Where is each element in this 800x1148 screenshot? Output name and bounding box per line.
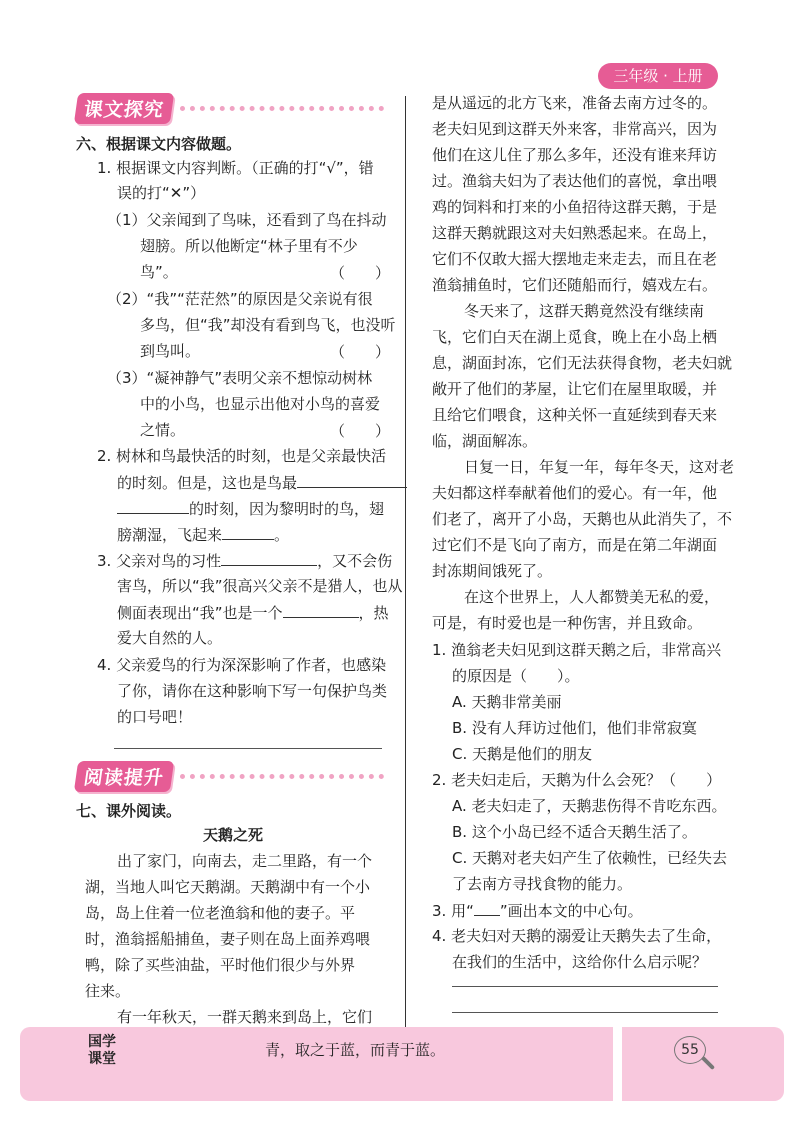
rq3-text: 3. 用“: [432, 902, 474, 920]
answer-paren[interactable]: （ ）: [330, 422, 391, 440]
story-line: 飞，它们白天在湖上觅食，晚上在小岛上栖: [432, 328, 718, 346]
story-line: 渔翁捕鱼时，它们还随船而行，嬉戏左右。: [432, 276, 718, 294]
rq1-option[interactable]: B. 没有人拜访过他们，他们非常寂寞: [452, 719, 697, 737]
dotted-rule: [180, 106, 384, 111]
rq3-line: [432, 900, 643, 921]
story-line: 敞开了他们的茅屋，让它们在屋里取暖，并: [432, 380, 718, 398]
story-line: 岛，岛上住着一位老渔翁和他的妻子。平: [85, 904, 356, 922]
rq2-option[interactable]: B. 这个小岛已经不适合天鹅生活了。: [452, 823, 697, 841]
q2-line: [117, 498, 384, 519]
footer-title-line: 国学: [88, 1034, 116, 1050]
story-line: 息，湖面封冻，它们无法获得食物，老夫妇就: [432, 354, 733, 372]
q2-text: 膀潮湿，飞起来: [117, 526, 223, 544]
story-line: 出了家门，向南去，走二里路，有一个: [117, 852, 373, 870]
q3-text: ，又不会伤: [317, 552, 393, 570]
q2-text: 的时刻，因为黎明时的鸟，翅: [189, 500, 385, 518]
story-line: 湖，当地人叫它天鹅湖。天鹅湖中有一个小: [85, 878, 371, 896]
story-line: 鸭，除了买些油盐，平时他们很少与外界: [85, 956, 356, 974]
story-line: 这群天鹅就跟这对夫妇熟悉起来。在岛上，: [432, 224, 718, 242]
rq4-line: 在我们的生活中，这给你什么启示呢？: [452, 953, 708, 971]
q1c-line: 中的小鸟，也显示出他对小鸟的喜爱: [140, 395, 381, 413]
banner-label: 课文探究: [74, 93, 174, 124]
story-line: 过它们不是飞向了南方，而是在第二年湖面: [432, 536, 718, 554]
q1a-line: （1）父亲闻到了鸟味，还看到了鸟在抖动: [107, 211, 387, 229]
q1b-line: 到鸟叫。: [140, 342, 201, 360]
story-line: 封冻期间饿死了。: [432, 562, 553, 580]
q2-line: [117, 524, 289, 545]
story-line: 往来。: [85, 982, 131, 1000]
column-divider: [405, 96, 406, 1028]
q2-text: 。: [274, 526, 290, 544]
story-line: 他们在这儿住了那么多年，还没有谁来拜访: [432, 146, 718, 164]
rq2-option-cont: 了去南方寻找食物的能力。: [452, 875, 633, 893]
story-line: 老夫妇见到这群天外来客，非常高兴，因为: [432, 120, 718, 138]
footer-title: [88, 1034, 116, 1068]
answer-line[interactable]: [452, 986, 718, 987]
q1-line: 误的打“✕”）: [117, 184, 206, 202]
q1c-line: （3）“凝神静气”表明父亲不想惊动树林: [107, 369, 373, 387]
q2-text: 的时刻。但是，这也是鸟最: [117, 474, 298, 492]
rq1-option[interactable]: A. 天鹅非常美丽: [452, 693, 562, 711]
q4-line: 了你，请你在这种影响下写一句保护鸟类: [117, 682, 388, 700]
page-number: 55: [674, 1036, 706, 1064]
story-line: 夫妇都这样奉献着他们的爱心。有一年，他: [432, 484, 718, 502]
story-line: 临，湖面解冻。: [432, 432, 538, 450]
story-line: 是从遥远的北方飞来，准备去南方过冬的。: [432, 94, 718, 112]
story-line: 且给它们喂食，这种关怀一直延续到春天来: [432, 406, 718, 424]
q1a-line: 翅膀。所以他断定“林子里有不少: [140, 237, 358, 255]
story-line: 它们不仅敢大摇大摆地走来走去，而且在老: [432, 250, 718, 268]
section-banner-reading: [76, 761, 384, 791]
q4-line: 的口号吧！: [117, 708, 193, 726]
q3-line: 爱大自然的人。: [117, 629, 223, 647]
underline-sample: [474, 900, 500, 916]
rq1-line: 1. 渔翁老夫妇见到这群天鹅之后，非常高兴: [432, 641, 722, 659]
q3-text: 侧面表现出“我”也是一个: [117, 604, 283, 622]
answer-paren[interactable]: （ ）: [330, 343, 391, 361]
rq1-option[interactable]: C. 天鹅是他们的朋友: [452, 745, 593, 763]
q1c-line: 之情。: [140, 421, 186, 439]
q1a-line: 鸟”。: [140, 263, 178, 281]
answer-line[interactable]: [114, 748, 382, 749]
banner-label: 阅读提升: [74, 761, 174, 792]
q1b-line: 多鸟，但“我”却没有看到鸟飞，也没听: [140, 316, 396, 334]
fill-blank[interactable]: [117, 498, 189, 514]
section-six-heading: 六、根据课文内容做题。: [76, 135, 242, 153]
story-line: 冬天来了，这群天鹅竟然没有继续南: [464, 302, 705, 320]
rq1-line: 的原因是（ ）。: [452, 667, 580, 685]
rq2-option[interactable]: A. 老夫妇走了，天鹅悲伤得不肯吃东西。: [452, 797, 727, 815]
q3-text: 3. 父亲对鸟的习性: [97, 552, 222, 570]
section-banner-text-study: [76, 93, 384, 123]
q2-line: [117, 472, 407, 493]
fill-blank[interactable]: [297, 472, 407, 488]
story-title: 天鹅之死: [202, 826, 263, 844]
section-seven-heading: 七、课外阅读。: [76, 802, 182, 820]
q4-line: 4. 父亲爱鸟的行为深深影响了作者，也感染: [97, 656, 387, 674]
rq3-text: ”画出本文的中心句。: [499, 902, 643, 920]
fill-blank[interactable]: [283, 602, 359, 618]
q1b-line: （2）“我”“茫茫然”的原因是父亲说有很: [107, 290, 373, 308]
story-line: 有一年秋天，一群天鹅来到岛上，它们: [117, 1008, 373, 1026]
q3-text: ，热: [358, 604, 389, 622]
story-line: 过。渔翁夫妇为了表达他们的喜悦，拿出喂: [432, 172, 718, 190]
story-line: 鸡的饲料和打来的小鱼招待这群天鹅，于是: [432, 198, 718, 216]
rq2-option[interactable]: C. 天鹅对老夫妇产生了依赖性，已经失去: [452, 849, 728, 867]
q1-line: 1. 根据课文内容判断。（正确的打“√”，错: [97, 159, 374, 177]
story-line: 时，渔翁摇船捕鱼，妻子则在岛上面养鸡喂: [85, 930, 371, 948]
q2-line: 2. 树林和鸟最快活的时刻，也是父亲最快活: [97, 447, 387, 465]
story-line: 日复一日，年复一年，每年冬天，这对老: [464, 458, 735, 476]
dotted-rule: [180, 774, 384, 779]
fill-blank[interactable]: [221, 550, 317, 566]
q3-line: [117, 602, 389, 623]
rq4-line: 4. 老夫妇对天鹅的溺爱让天鹅失去了生命，: [432, 927, 722, 945]
footer-page-panel: [622, 1027, 784, 1101]
grade-badge: 三年级 · 上册: [598, 63, 718, 89]
story-line: 在这个世界上，人人都赞美无私的爱，: [464, 588, 720, 606]
answer-line[interactable]: [452, 1012, 718, 1013]
rq2-line: 2. 老夫妇走后，天鹅为什么会死？（ ）: [432, 771, 722, 789]
q3-line: [97, 550, 392, 571]
fill-blank[interactable]: [222, 524, 274, 540]
footer-quote: 青，取之于蓝，而青于蓝。: [265, 1041, 446, 1059]
story-line: 可是，有时爱也是一种伤害，并且致命。: [432, 614, 703, 632]
answer-paren[interactable]: （ ）: [330, 264, 391, 282]
story-line: 们老了，离开了小岛，天鹅也从此消失了，不: [432, 510, 733, 528]
q3-line: 害鸟，所以“我”很高兴父亲不是猎人，也从: [117, 577, 403, 595]
footer-title-line: 课堂: [88, 1051, 116, 1067]
